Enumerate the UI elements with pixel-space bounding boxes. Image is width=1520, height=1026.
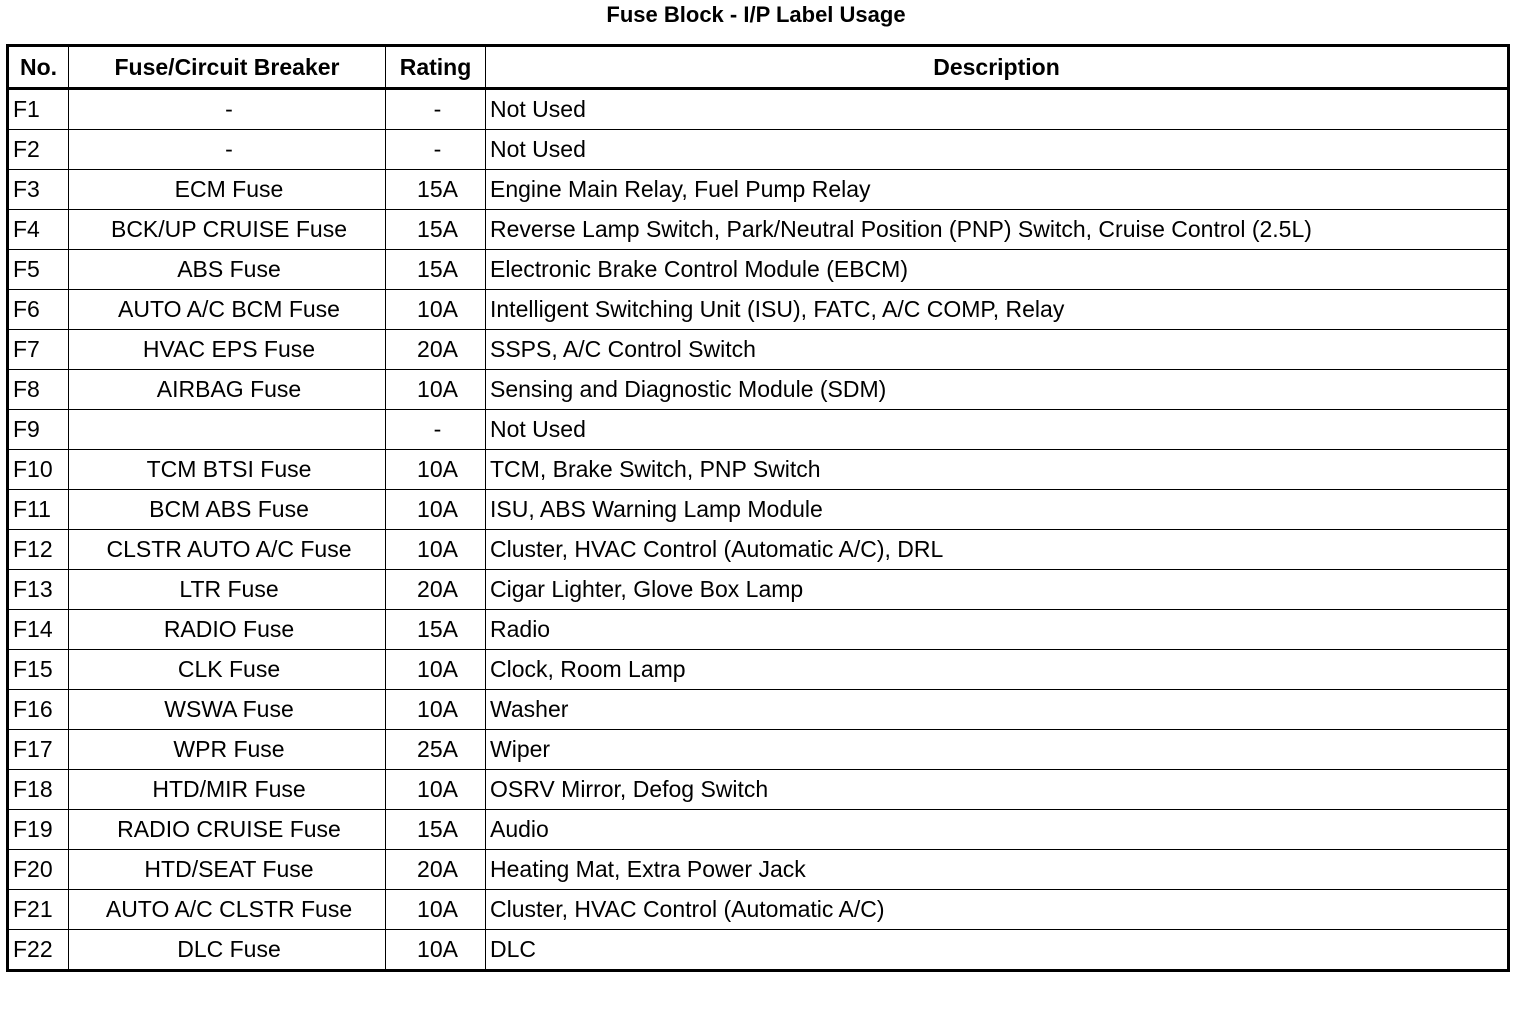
cell-rating: 10A [386, 290, 486, 330]
cell-rating: 15A [386, 210, 486, 250]
cell-rating: 25A [386, 730, 486, 770]
cell-rating: - [386, 410, 486, 450]
cell-fuse: BCM ABS Fuse [69, 490, 386, 530]
cell-no: F22 [8, 930, 69, 971]
table-row [8, 810, 1509, 850]
cell-fuse: HTD/SEAT Fuse [69, 850, 386, 890]
cell-fuse: AUTO A/C CLSTR Fuse [69, 890, 386, 930]
table-row [8, 210, 1509, 250]
cell-description: Wiper [486, 730, 1509, 770]
cell-fuse: - [69, 89, 386, 130]
cell-description: Heating Mat, Extra Power Jack [486, 850, 1509, 890]
cell-fuse: DLC Fuse [69, 930, 386, 971]
cell-rating: 10A [386, 770, 486, 810]
cell-no: F17 [8, 730, 69, 770]
cell-description: Washer [486, 690, 1509, 730]
cell-no: F18 [8, 770, 69, 810]
cell-fuse: HVAC EPS Fuse [69, 330, 386, 370]
cell-description: SSPS, A/C Control Switch [486, 330, 1509, 370]
fuse-table [6, 44, 1510, 972]
cell-fuse: ABS Fuse [69, 250, 386, 290]
cell-description: Not Used [486, 89, 1509, 130]
table-row [8, 610, 1509, 650]
cell-description: ISU, ABS Warning Lamp Module [486, 490, 1509, 530]
table-row [8, 730, 1509, 770]
cell-fuse: RADIO Fuse [69, 610, 386, 650]
table-row [8, 530, 1509, 570]
cell-fuse: AIRBAG Fuse [69, 370, 386, 410]
table-row [8, 410, 1509, 450]
cell-rating: 10A [386, 370, 486, 410]
cell-rating: 10A [386, 930, 486, 971]
table-row [8, 690, 1509, 730]
cell-no: F6 [8, 290, 69, 330]
table-row [8, 370, 1509, 410]
cell-rating: 20A [386, 330, 486, 370]
cell-no: F8 [8, 370, 69, 410]
cell-rating: 10A [386, 690, 486, 730]
cell-fuse: WSWA Fuse [69, 690, 386, 730]
cell-description: Reverse Lamp Switch, Park/Neutral Position (PNP) Switch, Cruise Control (2.5L) [486, 210, 1509, 250]
column-header-description: Description [486, 46, 1509, 89]
cell-no: F19 [8, 810, 69, 850]
table-row [8, 130, 1509, 170]
cell-rating: 15A [386, 810, 486, 850]
cell-no: F11 [8, 490, 69, 530]
column-header-rating: Rating [386, 46, 486, 89]
cell-description: OSRV Mirror, Defog Switch [486, 770, 1509, 810]
cell-rating: - [386, 130, 486, 170]
cell-no: F2 [8, 130, 69, 170]
table-body [8, 89, 1509, 971]
cell-fuse: ECM Fuse [69, 170, 386, 210]
cell-no: F3 [8, 170, 69, 210]
page-title: Fuse Block - I/P Label Usage [606, 2, 906, 27]
cell-description: Cluster, HVAC Control (Automatic A/C) [486, 890, 1509, 930]
cell-no: F10 [8, 450, 69, 490]
cell-no: F15 [8, 650, 69, 690]
cell-description: DLC [486, 930, 1509, 971]
table-row [8, 650, 1509, 690]
cell-rating: 10A [386, 490, 486, 530]
cell-rating: 10A [386, 530, 486, 570]
cell-no: F21 [8, 890, 69, 930]
cell-fuse: TCM BTSI Fuse [69, 450, 386, 490]
table-row [8, 330, 1509, 370]
cell-description: Not Used [486, 410, 1509, 450]
cell-fuse [69, 410, 386, 450]
table-row [8, 930, 1509, 971]
cell-fuse: LTR Fuse [69, 570, 386, 610]
cell-rating: - [386, 89, 486, 130]
cell-description: Cigar Lighter, Glove Box Lamp [486, 570, 1509, 610]
cell-fuse: BCK/UP CRUISE Fuse [69, 210, 386, 250]
cell-no: F12 [8, 530, 69, 570]
cell-description: Sensing and Diagnostic Module (SDM) [486, 370, 1509, 410]
cell-rating: 20A [386, 570, 486, 610]
cell-rating: 15A [386, 610, 486, 650]
table-row [8, 89, 1509, 130]
cell-rating: 10A [386, 890, 486, 930]
table-row [8, 770, 1509, 810]
cell-description: TCM, Brake Switch, PNP Switch [486, 450, 1509, 490]
cell-description: Cluster, HVAC Control (Automatic A/C), DRL [486, 530, 1509, 570]
table-row [8, 450, 1509, 490]
cell-no: F20 [8, 850, 69, 890]
table-row [8, 170, 1509, 210]
cell-rating: 10A [386, 650, 486, 690]
cell-no: F14 [8, 610, 69, 650]
cell-fuse: AUTO A/C BCM Fuse [69, 290, 386, 330]
table-header-row [8, 46, 1509, 89]
cell-fuse: WPR Fuse [69, 730, 386, 770]
cell-no: F1 [8, 89, 69, 130]
table-row [8, 850, 1509, 890]
cell-fuse: CLSTR AUTO A/C Fuse [69, 530, 386, 570]
table-row [8, 290, 1509, 330]
cell-no: F16 [8, 690, 69, 730]
cell-description: Not Used [486, 130, 1509, 170]
cell-description: Electronic Brake Control Module (EBCM) [486, 250, 1509, 290]
fuse-table-container [6, 44, 1510, 972]
cell-fuse: CLK Fuse [69, 650, 386, 690]
cell-fuse: HTD/MIR Fuse [69, 770, 386, 810]
column-header-fuse: Fuse/Circuit Breaker [69, 46, 386, 89]
cell-rating: 15A [386, 170, 486, 210]
cell-description: Radio [486, 610, 1509, 650]
cell-description: Audio [486, 810, 1509, 850]
table-row [8, 570, 1509, 610]
cell-description: Clock, Room Lamp [486, 650, 1509, 690]
table-row [8, 250, 1509, 290]
cell-rating: 20A [386, 850, 486, 890]
cell-no: F4 [8, 210, 69, 250]
cell-fuse: RADIO CRUISE Fuse [69, 810, 386, 850]
cell-no: F7 [8, 330, 69, 370]
table-row [8, 490, 1509, 530]
cell-description: Engine Main Relay, Fuel Pump Relay [486, 170, 1509, 210]
cell-fuse: - [69, 130, 386, 170]
cell-rating: 15A [386, 250, 486, 290]
cell-no: F9 [8, 410, 69, 450]
cell-rating: 10A [386, 450, 486, 490]
column-header-no: No. [8, 46, 69, 89]
cell-no: F13 [8, 570, 69, 610]
cell-no: F5 [8, 250, 69, 290]
table-row [8, 890, 1509, 930]
cell-description: Intelligent Switching Unit (ISU), FATC, A/C COMP, Relay [486, 290, 1509, 330]
